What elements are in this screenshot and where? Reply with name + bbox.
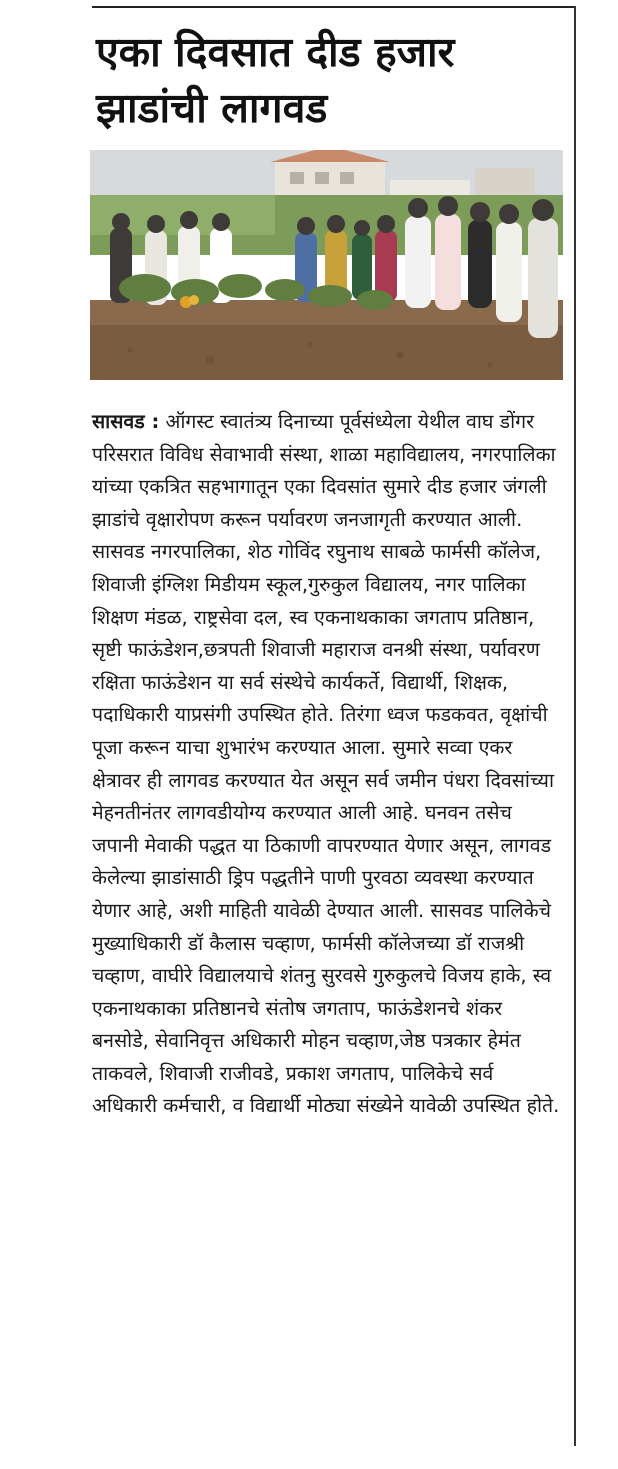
news-photo — [90, 150, 563, 380]
column-rule — [574, 6, 576, 1446]
article-body — [92, 406, 560, 1123]
dateline: सासवड : — [92, 410, 160, 433]
top-rule — [92, 6, 576, 8]
tree-plantation-photo — [90, 150, 563, 380]
headline: एका दिवसात दीड हजार झाडांची लागवड — [96, 28, 455, 132]
article-text: ऑगस्ट स्वातंत्र्य दिनाच्या पूर्वसंध्येला येथील वाघ डोंगर परिसरात विविध सेवाभावी संस्था, शाळा महाविद्यालय, नगरपालिका यांच्या एकत्रित सहभागातून एका दिवसांत सुमारे दीड हजार जंगली झाडांचे वृक्षारोपण करून पर्यावरण जनजागृती करण्यात आली. सासवड नगरपालिका, शेठ गोविंद रघुनाथ साबळे फार्मसी कॉलेज, शिवाजी इंग्लिश मिडीयम स्कूल,गुरुकुल विद्यालय, नगर पालिका शिक्षण मंडळ, राष्ट्रसेवा दल, स्व एकनाथकाका जगताप प्रतिष्ठान, सृष्टी फाऊंडेशन,छत्रपती शिवाजी महाराज वनश्री संस्था, पर्यावरण रक्षिता फाऊंडेशन या सर्व संस्थेचे कार्यकर्ते, विद्यार्थी, शिक्षक, पदाधिकारी याप्रसंगी उपस्थित होते. तिरंगा ध्वज फडकवत, वृक्षांची पूजा करून याचा शुभारंभ करण्यात आला. सुमारे सव्वा एकर क्षेत्रावर ही लागवड करण्यात येत असून सर्व जमीन पंधरा दिवसांच्या मेहनतीनंतर लागवडीयोग्य करण्यात आली आहे. घनवन तसेच जपानी मेवाकी पद्धत या ठिकाणी वापरण्यात येणार असून, लागवड केलेल्या झाडांसाठी ड्रिप पद्धतीने पाणी पुरवठा व्यवस्था करण्यात येणार आहे, अशी माहिती यावेळी देण्यात आली. सासवड पालिकेचे मुख्याधिकारी डॉ कैलास चव्हाण, फार्मसी कॉलेजच्या डॉ राजश्री चव्हाण, वाघीरे विद्यालयाचे शंतनु सुरवसे गुरुकुलचे विजय हाके, स्व एकनाथकाका प्रतिष्ठानचे संतोष जगताप, फाऊंडेशनचे शंकर बनसोडे, सेवानिवृत्त अधिकारी मोहन चव्हाण,जेष्ठ पत्रकार हेमंत ताकवले, शिवाजी राजीवडे, प्रकाश जगताप, पालिकेचे सर्व अधिकारी कर्मचारी, व विद्यार्थी मोठ्या संख्येने यावेळी उपस्थित होते. — [92, 410, 560, 1118]
